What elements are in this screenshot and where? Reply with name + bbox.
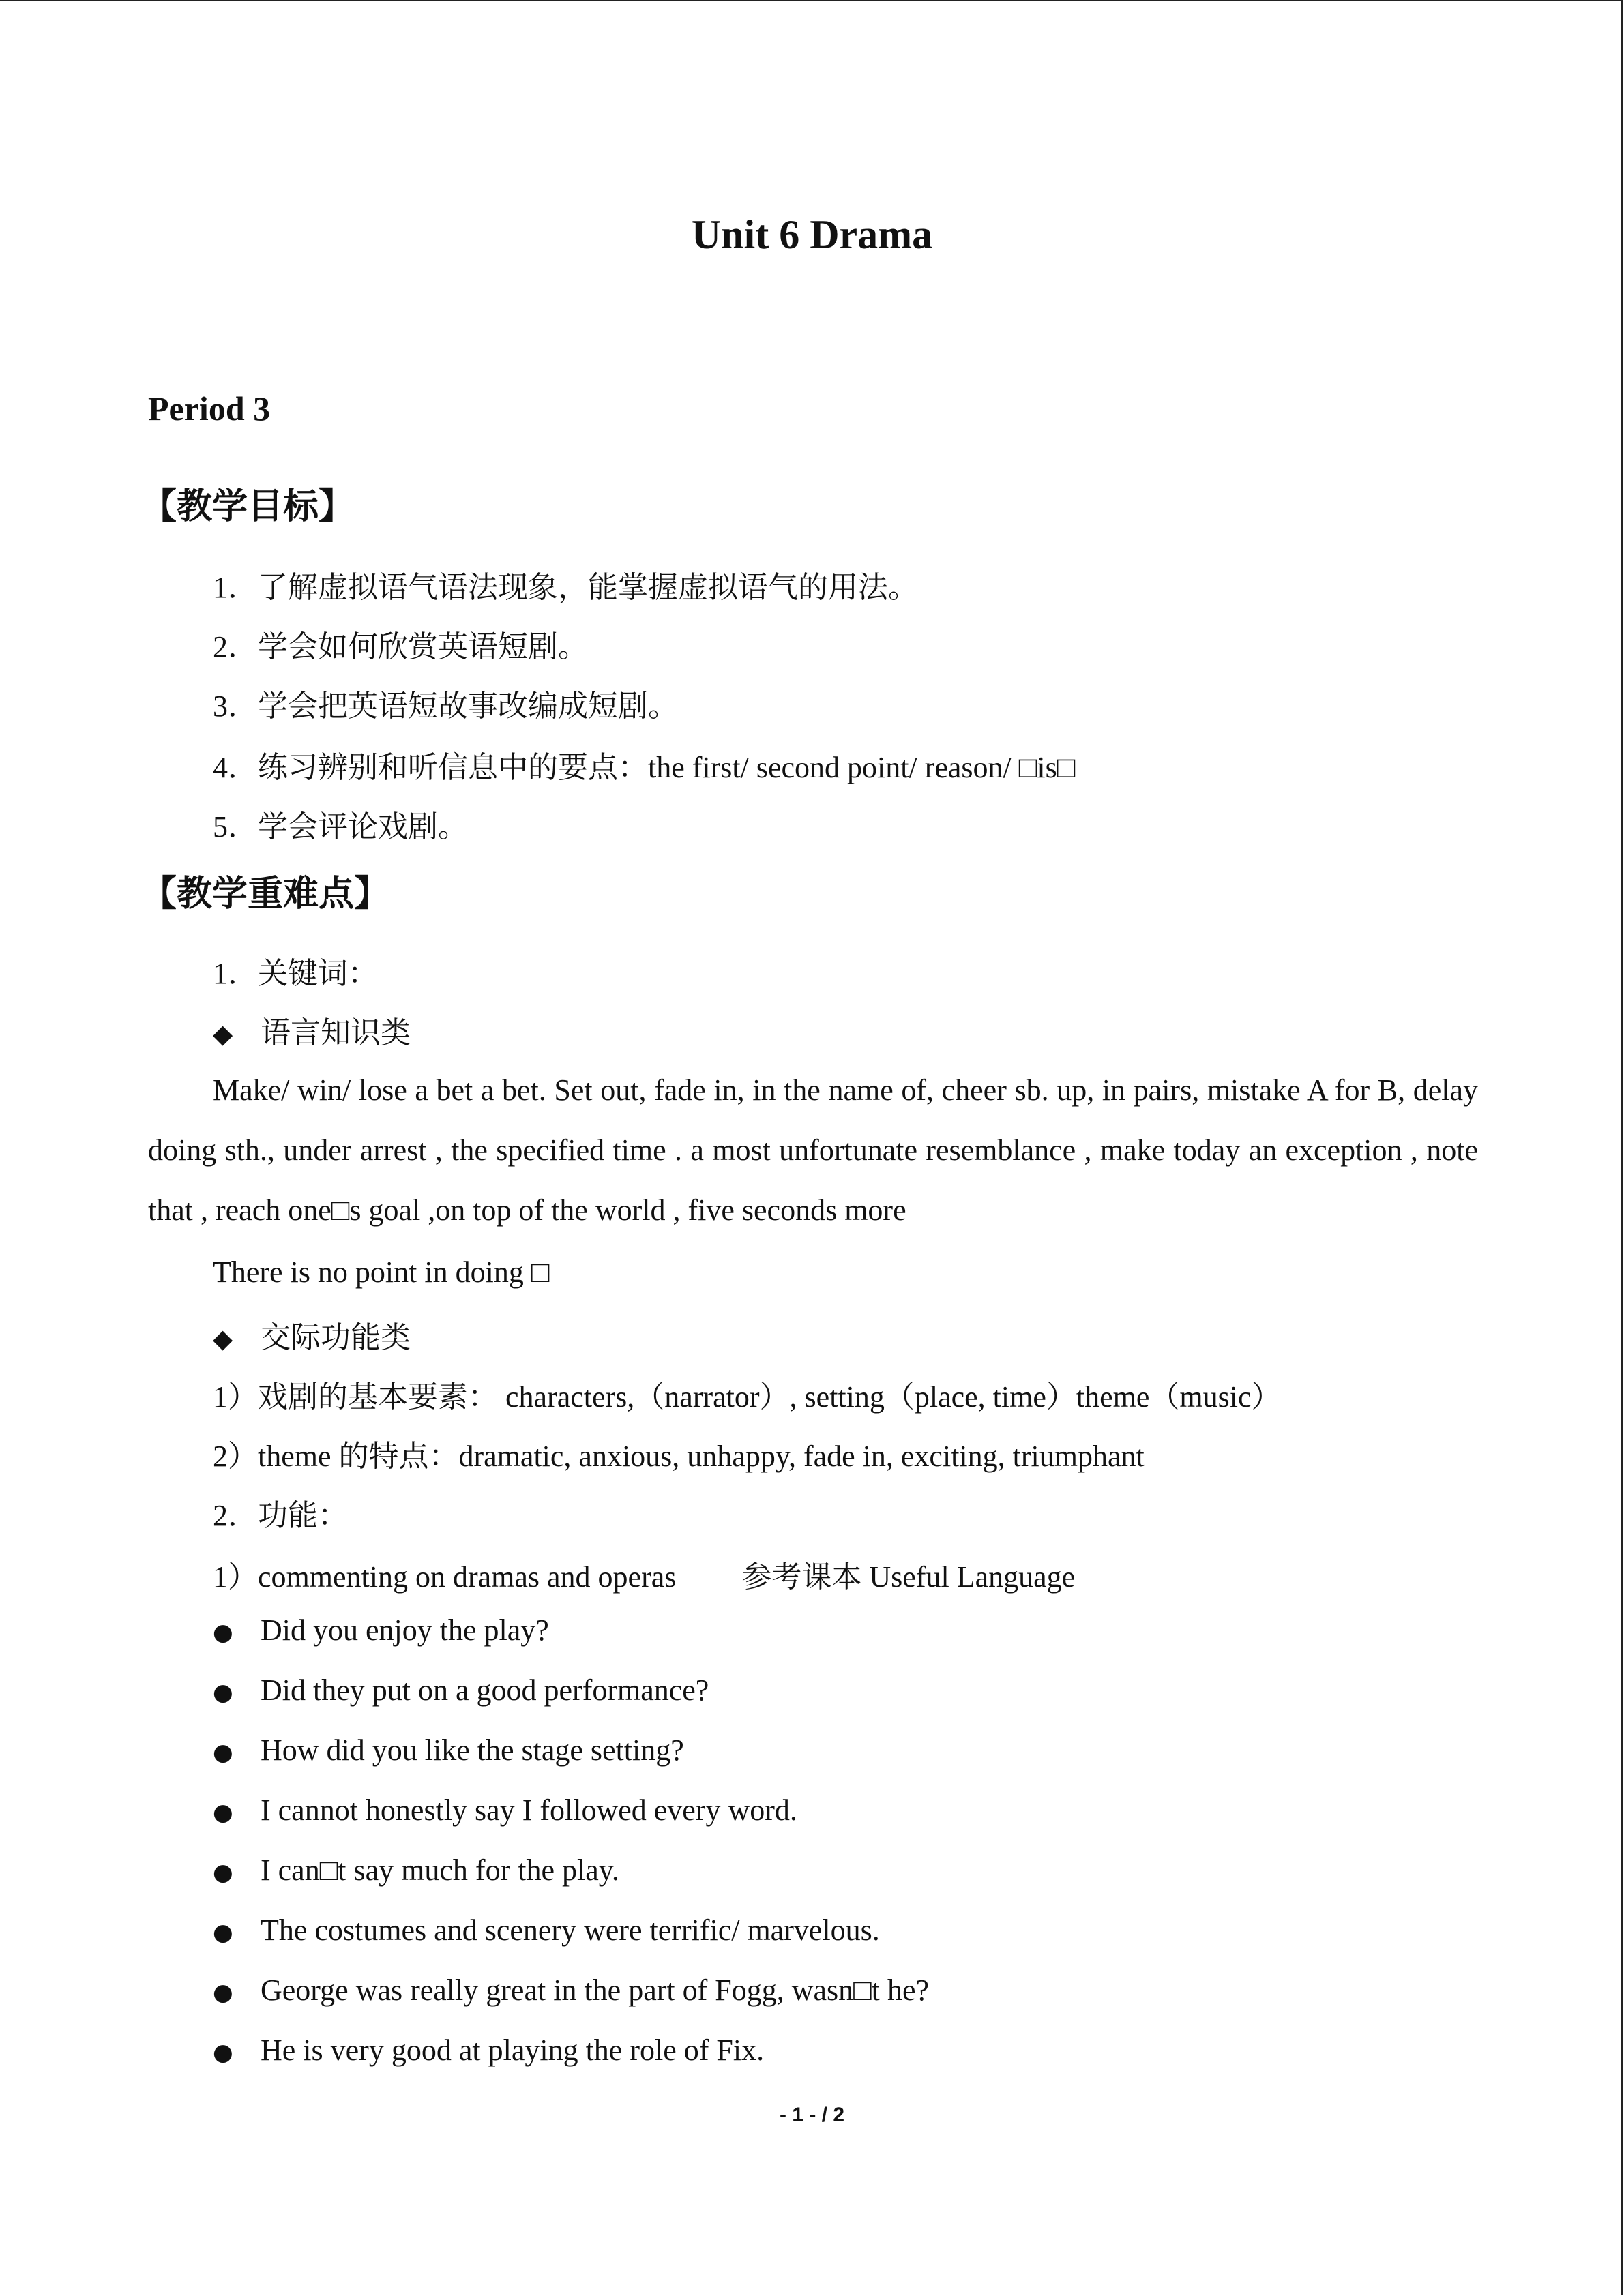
bullet-item: ● Did you enjoy the play?: [213, 1613, 549, 1647]
goal-text: 学会把英语短故事改编成短剧。: [258, 689, 678, 723]
bullet-item: ● Did they put on a good performance?: [213, 1673, 709, 1707]
goal-text: 练习辨别和听信息中的要点：the first/ second point/ reason/ □is□: [258, 751, 1076, 784]
reference-note: 参考课本 Useful Language: [741, 1560, 1076, 1594]
phrases-paragraph: Make/ win/ lose a bet a bet. Set out, fade in, in the name of, cheer sb. up, in pairs, mistake A for B, delay doing sth., under arrest , the specified time . a most unfortunate resemblance , make today an exception , note that , reach one□s goal ,on top of the world , five seconds more: [148, 1073, 1478, 1227]
bullet-item: ● He is very good at playing the role of Fix.: [213, 2033, 765, 2067]
teaching-goals-heading: 【教学目标】: [141, 486, 355, 527]
commenting-label: 1）commenting on dramas and operas: [213, 1560, 677, 1594]
communicative-label: 交际功能类: [261, 1321, 411, 1354]
bullet-item: ● I cannot honestly say I followed every word.: [213, 1793, 797, 1827]
no-point-line: There is no point in doing □: [213, 1255, 550, 1289]
bullet-icon: ●: [213, 1919, 233, 1946]
bullet-icon: ●: [213, 1619, 233, 1646]
language-knowledge-row: [213, 1008, 411, 1052]
diamond-icon: ◆: [213, 1019, 233, 1049]
key-points-heading: 【教学重难点】: [141, 874, 390, 914]
bullet-icon: ●: [213, 1679, 233, 1706]
goal-number: 4．: [213, 751, 258, 784]
goal-item-2: [213, 622, 588, 666]
communicative-row: [213, 1313, 411, 1356]
bullet-item: ● The costumes and scenery were terrific/ marvelous.: [213, 1913, 880, 1947]
drama-elements-line: 1）戏剧的基本要素： characters,（narrator）, setting（place, time）theme（music）: [213, 1380, 1282, 1414]
bullet-icon: ●: [213, 2039, 233, 2066]
goal-number: 5．: [213, 810, 258, 844]
bullet-item: ● How did you like the stage setting?: [213, 1733, 684, 1767]
goal-text: 学会评论戏剧。: [258, 810, 468, 844]
goal-item-4: [213, 743, 1075, 786]
bullet-icon: ●: [213, 1799, 233, 1826]
goal-number: 1．: [213, 571, 258, 604]
page-number: - 1 - / 2: [779, 2104, 845, 2126]
goal-number: 3．: [213, 689, 258, 723]
language-knowledge-label: 语言知识类: [261, 1016, 411, 1049]
bullet-icon: ●: [213, 1739, 233, 1766]
theme-features-line: 2）theme 的特点：dramatic, anxious, unhappy, fade in, exciting, triumphant: [213, 1440, 1145, 1473]
bullet-item: ● George was really great in the part of Fogg, wasn□t he?: [213, 1973, 930, 2007]
document-title: Unit 6 Drama: [691, 212, 933, 257]
diamond-icon: ◆: [213, 1324, 233, 1354]
functions-label: 2．功能：: [213, 1499, 348, 1532]
bullet-icon: ●: [213, 1979, 233, 2006]
goal-item-5: [213, 802, 468, 846]
commenting-line: [213, 1552, 1075, 1596]
goal-text: 了解虚拟语气语法现象，能掌握虚拟语气的用法。: [258, 571, 918, 604]
goal-item-1: [213, 563, 918, 606]
period-heading: Period 3: [148, 389, 271, 428]
keywords-label: 1．关键词：: [213, 957, 378, 990]
goal-number: 2．: [213, 630, 258, 664]
goal-item-3: [213, 681, 678, 725]
bullet-item: ● I can□t say much for the play.: [213, 1853, 619, 1887]
bullet-icon: ●: [213, 1859, 233, 1886]
goal-text: 学会如何欣赏英语短剧。: [258, 630, 588, 664]
